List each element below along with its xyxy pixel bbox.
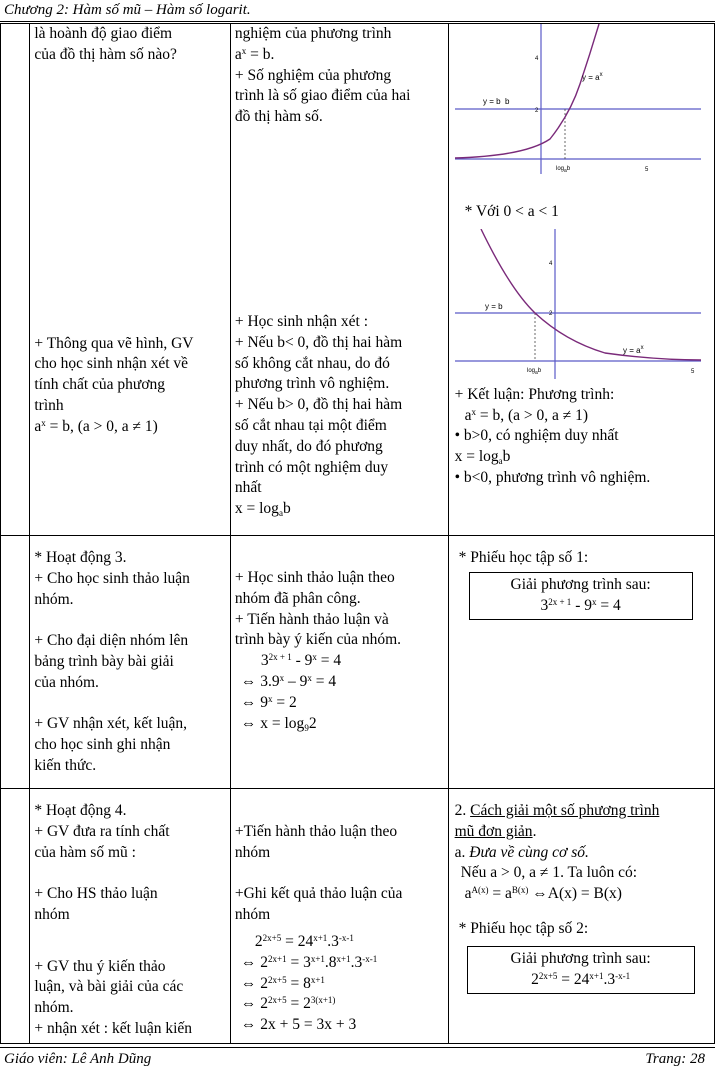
student-activity-cell	[230, 24, 448, 536]
text-line: + GV đưa ra tính chất	[34, 822, 170, 840]
tick-label: 5	[644, 167, 648, 173]
text-line: + Nếu b> 0, đồ thị hai hàm	[234, 396, 403, 414]
teacher-activity-cell	[30, 789, 231, 1044]
x-root-label: $\log_ab$	[555, 166, 570, 174]
text-line: nhóm	[234, 906, 271, 924]
equation: $a^x = b$, (a > 0, a ≠ 1)	[34, 417, 158, 435]
text-line: + Cho học sinh thảo luận	[34, 569, 190, 587]
text-line: + Học sinh nhận xét :	[234, 312, 369, 330]
conclusion-line: + Kết luận: Phương trình:	[454, 385, 615, 403]
text-line: nhóm	[234, 843, 271, 861]
student-activity-cell	[230, 536, 448, 789]
curve-label: $y = a^x$	[581, 72, 603, 82]
text-line: trình	[34, 396, 64, 414]
text-line: nhóm	[34, 905, 70, 923]
text-line: nhất	[234, 479, 262, 497]
text-line: + Thông qua vẽ hình, GV	[34, 334, 194, 352]
text-line: + Học sinh thảo luận theo	[234, 569, 395, 586]
margin-cell	[1, 789, 30, 1044]
tick-label: 4	[548, 260, 552, 267]
content-cell	[448, 24, 714, 536]
equation: $2^{2x+5} = 24^{x+1}.3^{-x-1}$	[531, 970, 631, 988]
text-line: + Tiến hành thảo luận và	[234, 610, 389, 628]
subsection-heading: a. Đưa về cùng cơ số.	[454, 843, 589, 861]
curve-label: $y = a^x$	[622, 344, 644, 355]
text-line: đồ thị hàm số.	[234, 108, 323, 126]
section-heading-cont: mũ đơn giản.	[454, 822, 537, 840]
text-line: số không cắt nhau, do đó	[234, 354, 390, 372]
teacher-activity-cell	[30, 536, 231, 789]
equation: ⇔ $3.9^x - 9^x = 4$	[240, 672, 337, 690]
text-line: trình là số giao điểm của hai	[234, 87, 411, 105]
activity-title: * Hoạt động 4.	[34, 802, 127, 819]
equation: $a^x = b$.	[234, 45, 275, 63]
equation: ⇔ $2^{2x+1} = 3^{x+1}.8^{x+1}.3^{-x-1}$	[240, 953, 378, 971]
table-row	[1, 536, 715, 789]
text-line: cho học sinh nhận xét về	[34, 355, 189, 373]
footer-rule	[0, 1047, 715, 1048]
equation: $x = \log_ab$	[454, 448, 511, 467]
text-line: + Số nghiệm của phương	[234, 66, 392, 84]
margin-cell	[1, 24, 30, 536]
x-root-label: $\log_ab$	[526, 367, 541, 376]
text-line: + Cho HS thảo luận	[34, 885, 158, 903]
content-cell	[448, 536, 714, 789]
text-line: Nếu a > 0, a ≠ 1. Ta luôn có:	[460, 864, 638, 882]
text-line: + GV thu ý kiến thảo	[34, 957, 166, 975]
text-line: số cắt nhau tại một điểm	[234, 416, 387, 434]
tick-label: 2	[548, 310, 552, 317]
text-line: trình bày ý kiến của nhóm.	[234, 631, 402, 649]
equation: $a^x = b$, (a > 0, a ≠ 1)	[464, 406, 589, 424]
margin-cell	[1, 536, 30, 789]
text-line: nghiệm của phương trình	[234, 25, 392, 42]
bullet-line: • b>0, có nghiệm duy nhất	[454, 427, 619, 445]
section-heading: 2. Cách giải một số phương trình	[454, 802, 660, 819]
text-line: trình có một nghiệm duy	[234, 458, 389, 476]
table-row	[1, 789, 715, 1044]
text-line: nhóm.	[34, 590, 74, 608]
worksheet-title: * Phiếu học tập số 2:	[458, 919, 589, 937]
bullet-line: • b<0, phương trình vô nghiệm.	[454, 468, 651, 486]
b-label: b	[504, 97, 510, 106]
equation: $3^{2x + 1} - 9^x = 4$	[260, 652, 342, 670]
text-line: + Nếu b< 0, đồ thị hai hàm	[234, 333, 403, 351]
worksheet-title: * Phiếu học tập số 1:	[458, 549, 589, 566]
text-line: +Ghi kết quả thảo luận của	[234, 885, 403, 903]
teacher-activity-cell	[30, 24, 231, 536]
line-label: y = b	[482, 97, 501, 106]
text-line: +Tiến hành thảo luận theo	[234, 823, 398, 840]
text-line: của đồ thị hàm số nào?	[34, 45, 177, 63]
worksheet-box	[469, 572, 693, 621]
footer-teacher: Giáo viên: Lê Anh Dũng	[4, 1051, 152, 1067]
activity-title: * Hoạt động 3.	[34, 549, 127, 566]
equation: $a^{A(x)} = a^{B(x)}$ ⇔A(x) = B(x)	[464, 885, 622, 903]
curve-y-ax	[455, 24, 599, 158]
graph-exp-increasing	[455, 24, 701, 174]
text-line: nhóm đã phân công.	[234, 589, 361, 607]
text-line: luận, và bài giải của các	[34, 978, 184, 996]
table-row	[1, 24, 715, 536]
equation: ⇔ $9^x = 2$	[240, 693, 297, 711]
student-activity-cell	[230, 789, 448, 1044]
text-line: của nhóm.	[34, 673, 99, 691]
text-line: + GV nhận xét, kết luận,	[34, 715, 188, 733]
equation: ⇔ $2^{2x+5} = 8^{x+1}$	[240, 974, 325, 992]
case-label: * Với 0 < a < 1	[464, 203, 559, 220]
text-line: nhóm.	[34, 999, 74, 1017]
equation: $3^{2x + 1} - 9^x = 4$	[540, 596, 621, 614]
box-line: Giải phương trình sau:	[510, 949, 651, 967]
text-line: + nhận xét : kết luận kiến	[34, 1019, 193, 1037]
tick-label: 5	[690, 368, 694, 375]
text-line: tính chất của phương	[34, 376, 166, 394]
line-label: y = b	[484, 301, 503, 311]
equation: $x = \log_ab$	[234, 500, 291, 519]
text-line: của hàm số mũ :	[34, 843, 136, 861]
box-line: Giải phương trình sau:	[510, 575, 651, 593]
equation: ⇔ $2^{2x+5} = 2^{3(x+1)}$	[240, 995, 336, 1013]
curve-y-ax	[481, 229, 701, 360]
equation: $2^{2x+5} = 24^{x+1}.3^{-x-1}$	[254, 932, 354, 950]
equation: ⇔ $x = \log_92$	[240, 714, 317, 733]
graph-exp-decreasing	[455, 229, 701, 379]
text-line: bảng trình bày bài giải	[34, 652, 174, 670]
lesson-table	[0, 23, 715, 1044]
worksheet-box	[467, 946, 695, 995]
text-line: + Cho đại diện nhóm lên	[34, 632, 189, 650]
text-line: kiến thức.	[34, 756, 97, 774]
text-line: cho học sinh ghi nhận	[34, 736, 171, 754]
text-line: duy nhất, do đó phương	[234, 437, 383, 455]
tick-label: 4	[534, 56, 538, 62]
header-rule	[0, 21, 715, 22]
tick-label: 2	[534, 108, 538, 114]
text-line: phương trình vô nghiệm.	[234, 375, 390, 393]
content-cell	[448, 789, 714, 1044]
page-header: Chương 2: Hàm số mũ – Hàm số logarit.	[4, 2, 251, 18]
equation: ⇔ 2x + 5 = 3x + 3	[240, 1016, 357, 1034]
footer-page-number: Trang: 28	[645, 1051, 705, 1067]
text-line: là hoành độ giao điểm	[34, 25, 173, 42]
